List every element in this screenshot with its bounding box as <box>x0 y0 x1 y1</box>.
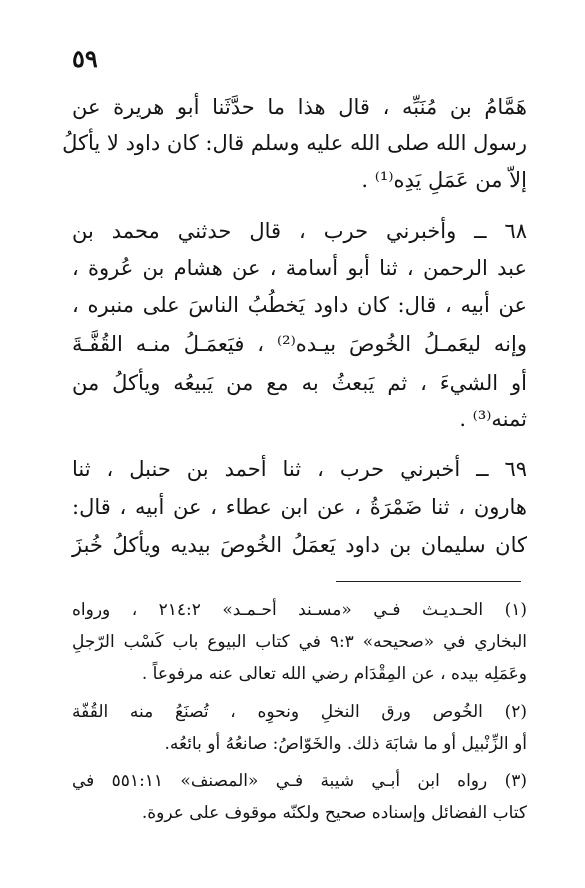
footnote-line: (٣) رواه ابن أبـي شيبة فـي «المصنف» ٥٥١:١١ في <box>72 771 528 791</box>
body-line: رسول الله صلى الله عليه وسلم قال: كان داود لا يأكلُ <box>62 131 527 155</box>
body-line: وإنه ليعَمـلُ الخُوصَ بيـده⁽²⁾ ، فيَعمَـلُ منـه القُفَّـةَ <box>72 332 527 356</box>
body-line: إلاّ من عَمَلِ يَدِه⁽¹⁾ . <box>361 168 527 192</box>
footnote-separator <box>336 581 521 582</box>
body-line: ثمنه⁽³⁾ . <box>459 407 527 431</box>
body-line: هارون ، ثنا ضَمْرَةُ ، عن ابن عطاء ، عن أبيه ، قال: <box>72 495 527 519</box>
body-line: هَمَّامُ بن مُنَبِّه ، قال هذا ما حدَّثَنا أبو هريرة عن <box>72 95 527 119</box>
body-line: أو الشيءَ ، ثم يَبعثُ به مع من يَبيعُه ويأكلُ من <box>72 371 527 395</box>
body-line: كان سليمان بن داود يَعمَلُ الخُوصَ بيديه ويأكلُ خُبزَ <box>72 533 527 557</box>
body-line: ٦٨ ــ وأخبرني حرب ، قال حدثني محمد بن <box>72 219 527 243</box>
page-number: ٥٩ <box>72 44 98 73</box>
footnote-line: (١) الحـديـث فـي «مسـند أحـمـد» ٢١٤:٢ ، ورواه <box>72 600 527 620</box>
body-line: ٦٩ ــ أخبرني حرب ، ثنا أحمد بن حنبل ، ثنا <box>72 457 527 481</box>
footnote-line: وعَمَلِه بيده ، عن المِقْدَام رضي الله تعالى عنه مرفوعاً . <box>141 664 527 684</box>
body-line: عبد الرحمن ، ثنا أبو أسامة ، عن هشام بن عُروة ، <box>72 256 527 280</box>
body-line: عن أبيه ، قال: كان داود يَخطُبُ الناسَ على منبره ، <box>72 293 527 317</box>
footnote-line: كتاب الفضائل وإسناده صحيح ولكنّه موقوف على عروة. <box>141 803 527 823</box>
footnote-line: (٢) الخُوص ورق النخلِ ونحوِه ، تُصنَعُ منه القُفّة <box>72 702 527 722</box>
footnote-line: البخاري في «صحيحه» ٩:٣ في كتاب البيوع باب كَسْب الرّجلِ <box>72 632 528 652</box>
footnote-line: أو الزِّنْبيل أو ما شابَهَ ذلك. والخَوّاصُ: صانعُهُ أو بائعُه. <box>164 734 527 754</box>
